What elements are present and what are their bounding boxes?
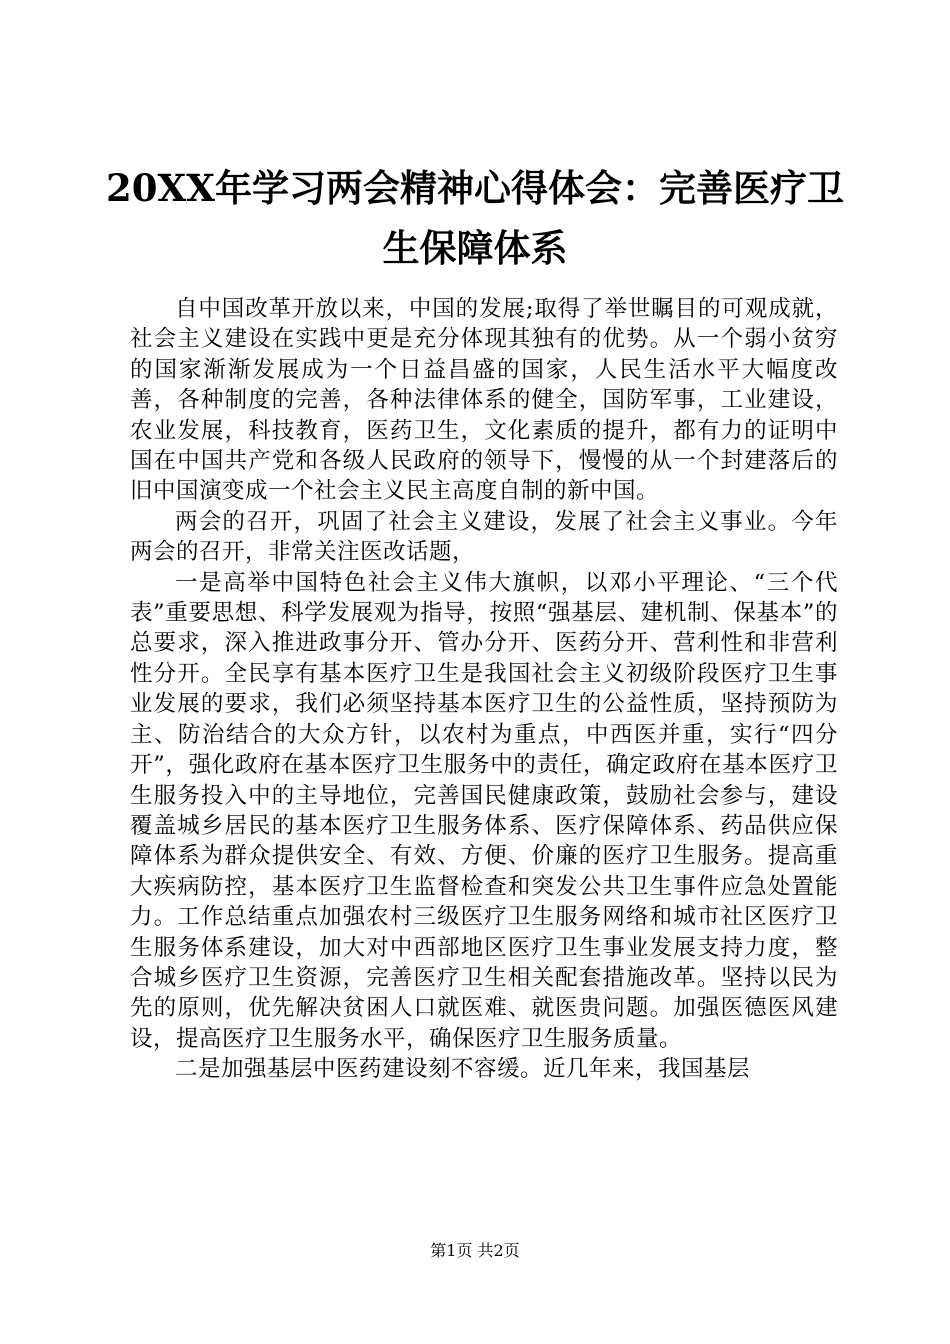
- paragraph-two-sessions: 两会的召开，巩固了社会主义建设，发展了社会主义事业。今年两会的召开，非常关注医改话题，: [130, 508, 838, 566]
- paragraph-point-two: 二是加强基层中医药建设刻不容缓。近几年来，我国基层: [175, 1056, 751, 1083]
- page-footer: 第1页 共2页: [430, 1241, 520, 1260]
- document-body: [130, 294, 838, 1085]
- document-title: 20XX年学习两会精神心得体会：完善医疗卫生保障体系: [106, 166, 844, 270]
- paragraph-intro: 自中国改革开放以来，中国的发展;取得了举世瞩目的可观成就，社会主义建设在实践中更是充分体现其独有的优势。从一个弱小贫穷的国家渐渐发展成为一个日益昌盛的国家，人民生活水平大幅度改善，各种制度的完善，各种法律体系的健全，国防军事，工业建设，农业发展，科技教育，医药卫生，文化素质的提升，都有力的证明中国在中国共产党和各级人民政府的领导下，慢慢的从一个封建落后的旧中国演变成一个社会主义民主高度自制的新中国。: [130, 296, 838, 505]
- paragraph-point-one: 一是高举中国特色社会主义伟大旗帜，以邓小平理论、“三个代表”重要思想、科学发展观为指导，按照“强基层、建机制、保基本”的总要求，深入推进政事分开、管办分开、医药分开、营利性和非营利性分开。全民享有基本医疗卫生是我国社会主义初级阶段医疗卫生事业发展的要求，我们必须坚持基本医疗卫生的公益性质，坚持预防为主、防治结合的大众方针，以农村为重点，中西医并重，实行“四分开”，强化政府在基本医疗卫生服务中的责任，确定政府在基本医疗卫生服务投入中的主导地位，完善国民健康政策，鼓励社会参与，建设覆盖城乡居民的基本医疗卫生服务体系、医疗保障体系、药品供应保障体系为群众提供安全、有效、方便、价廉的医疗卫生服务。提高重大疾病防控，基本医疗卫生监督检查和突发公共卫生事件应急处置能力。工作总结重点加强农村三级医疗卫生服务网络和城市社区医疗卫生服务体系建设，加大对中西部地区医疗卫生事业发展支持力度，整合城乡医疗卫生资源，完善医疗卫生相关配套措施改革。坚持以民为先的原则，优先解决贫困人口就医难、就医贵问题。加强医德医风建设，提高医疗卫生服务水平，确保医疗卫生服务质量。: [130, 569, 838, 1052]
